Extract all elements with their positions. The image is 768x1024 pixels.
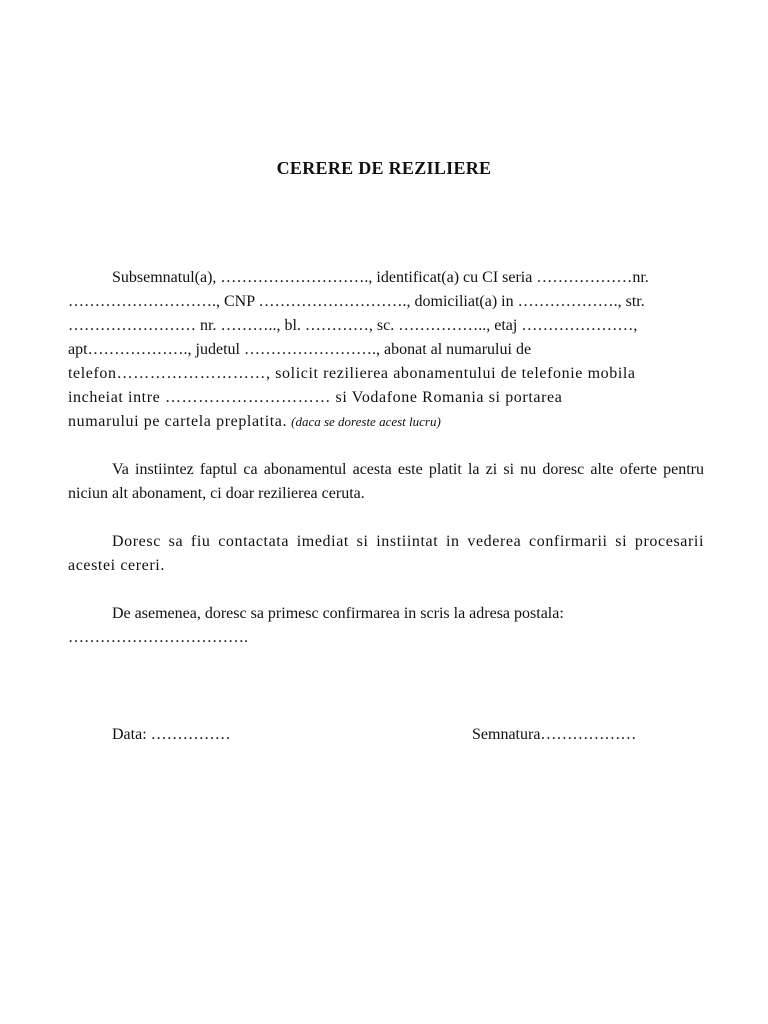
details-line-2: ………………………., CNP ………………………., domiciliat(a) in ………………., str.	[68, 293, 645, 310]
paragraph-contact-request	[68, 530, 704, 578]
details-line-7: numarului pe cartela preplatita.	[68, 413, 288, 430]
details-line-1: Subsemnatul(a), ………………………., identificat(a) cu CI seria ………………nr.	[112, 269, 649, 286]
signature-field: Semnatura………………	[472, 726, 637, 743]
document-title: CERERE DE REZILIERE	[276, 158, 492, 178]
paragraph-payment-status	[68, 458, 704, 506]
paragraph-personal-details	[68, 266, 704, 434]
postal-confirmation-text: De asemenea, doresc sa primesc confirmarea in scris la adresa postala:	[112, 605, 564, 622]
contact-request-text: Doresc sa fiu contactata imediat si instiintat in vederea confirmarii si procesarii acestei cereri.	[68, 533, 704, 574]
details-line-5: telefon………………………, solicit rezilierea abonamentului de telefonie mobila	[68, 365, 636, 382]
payment-status-text: Va instiintez faptul ca abonamentul acesta este platit la zi si nu doresc alte oferte pentru niciun alt abonament, ci doar rezilierea ceruta.	[68, 461, 704, 502]
postal-address-blank: …………………………….	[68, 629, 248, 646]
details-line-3: …………………… nr. ……….., bl. …………, sc. …………….., etaj …………………,	[68, 317, 638, 334]
date-field: Data: ……………	[112, 726, 231, 743]
details-line-6: incheiat intre ………………………… si Vodafone Romania si portarea	[68, 389, 563, 406]
details-line-4: apt………………., judetul ……………………., abonat al numarului de	[68, 341, 532, 358]
details-note: (daca se doreste acest lucru)	[291, 414, 441, 429]
paragraph-postal-confirmation	[68, 602, 704, 650]
